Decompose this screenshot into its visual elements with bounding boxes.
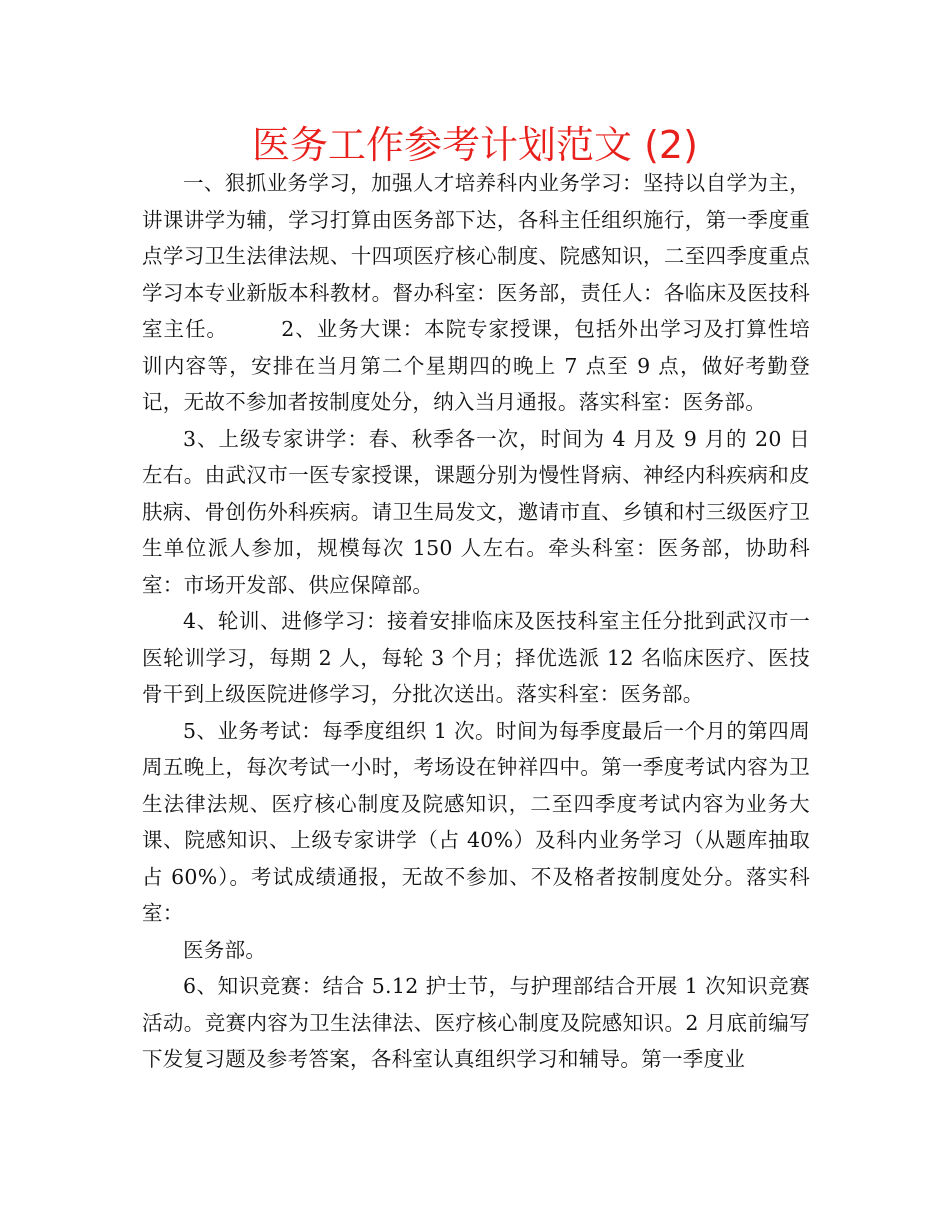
document-body: [142, 165, 810, 1078]
paragraph-5: 医务部。: [183, 937, 267, 962]
paragraph-3: 4、轮训、进修学习：接着安排临床及医技科室主任分批到武汉市一医轮训学习，每期 2 人，每轮 3 个月；择优选派 12 名临床医疗、医技骨干到上级医院进修学习，分批次送出。落实科室：医务部。: [142, 609, 810, 706]
paragraph-1-part-b: 2、业务大课：本院专家授课，包括外出学习及打算性培训内容等，安排在当月第二个星期四的晚上 7 点至 9 点，做好考勤登记，无故不参加者按制度处分，纳入当月通报。落实科室：医务部。: [142, 317, 811, 414]
paragraph-1: [142, 165, 810, 421]
paragraph-2: 3、上级专家讲学：春、秋季各一次，时间为 4 月及 9 月的 20 日左右。由武汉市一医专家授课，课题分别为慢性肾病、神经内科疾病和皮肤病、骨创伤外科疾病。请卫生局发文，邀请市直、乡镇和村三级医疗卫生单位派人参加，规模每次 150 人左右。牵头科室：医务部，协助科室：市场开发部、供应保障部。: [142, 426, 810, 597]
paragraph-4: 5、业务考试：每季度组织 1 次。时间为每季度最后一个月的第四周周五晚上，每次考试一小时，考场设在钟祥四中。第一季度考试内容为卫生法律法规、医疗核心制度及院感知识，二至四季度考试内容为业务大课、院感知识、上级专家讲学（占 40%）及科内业务学习（从题库抽取占 60%）。考试成绩通报，无故不参加、不及格者按制度处分。落实科室：: [142, 718, 810, 925]
paragraph-6: 6、知识竞赛：结合 5.12 护士节，与护理部结合开展 1 次知识竞赛活动。竞赛内容为卫生法律法、医疗核心制度及院感知识。2 月底前编写下发复习题及参考答案，各科室认真组织学习和辅导。第一季度业: [142, 974, 810, 1071]
paragraph-1-part-a: 一、狠抓业务学习，加强人才培养科内业务学习：坚持以自学为主，讲课讲学为辅，学习打算由医务部下达，各科主任组织施行，第一季度重点学习卫生法律法规、十四项医疗核心制度、院感知识，二至四季度重点学习本专业新版本科教材。督办科室：医务部，责任人：各临床及医技科室主任。: [142, 171, 810, 341]
document-title: 医务工作参考计划范文 (2): [252, 123, 698, 167]
